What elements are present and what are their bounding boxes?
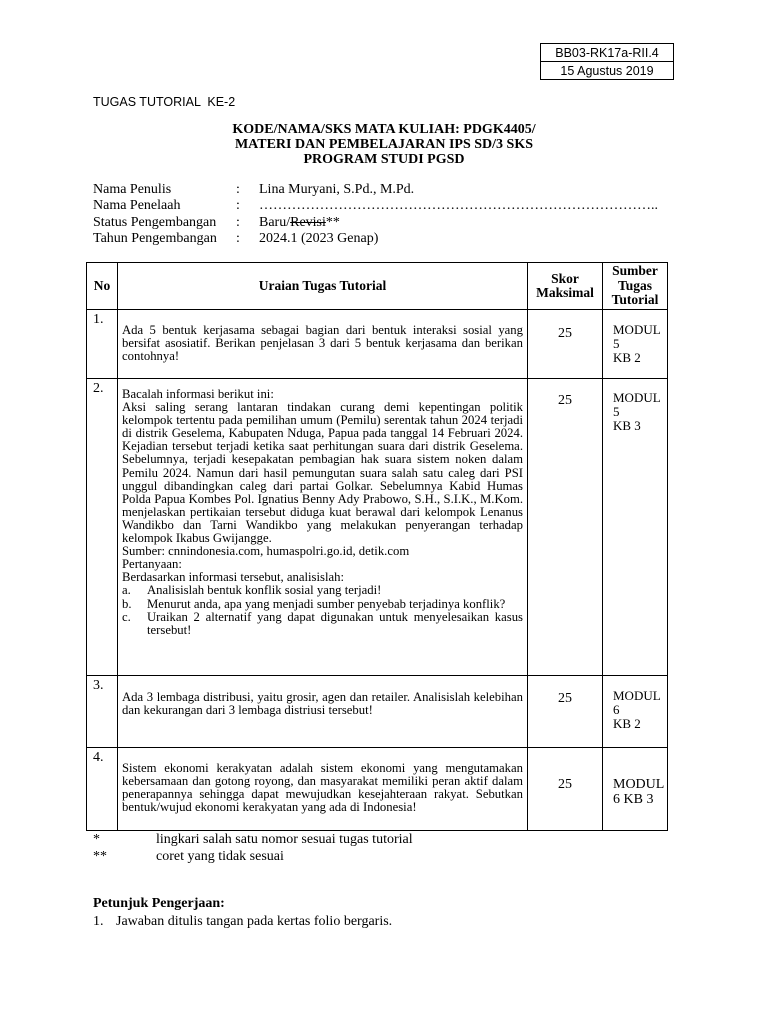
score-value: 25 bbox=[558, 777, 572, 792]
score-value: 25 bbox=[558, 691, 572, 706]
document-code-box bbox=[540, 43, 674, 80]
meta-label: Tahun Pengembangan bbox=[93, 230, 217, 246]
footnote-marker: ** bbox=[93, 849, 107, 864]
task-description bbox=[118, 676, 528, 748]
question-label: Pertanyaan: bbox=[122, 557, 182, 572]
item-text: Menurut anda, apa yang menjadi sumber penyebab terjadinya konflik? bbox=[147, 596, 506, 611]
footnote-marker: * bbox=[93, 832, 100, 847]
max-score bbox=[528, 310, 603, 379]
source-kb: KB 2 bbox=[613, 715, 641, 731]
question-item bbox=[122, 598, 523, 611]
meta-row-year bbox=[93, 231, 658, 247]
status-revision-struck: Revisi bbox=[290, 214, 326, 230]
row-number: 1. bbox=[87, 310, 118, 379]
source-module-number: 5 bbox=[613, 403, 620, 419]
score-value: 25 bbox=[558, 326, 572, 341]
task-intro: Bacalah informasi berikut ini: bbox=[122, 387, 274, 401]
meta-row-status bbox=[93, 215, 658, 231]
source-module: MODUL bbox=[613, 777, 665, 792]
task-source bbox=[603, 676, 668, 748]
title-line: MATERI DAN PEMBELAJARAN IPS SD/3 SKS bbox=[234, 137, 534, 152]
table-row bbox=[87, 748, 668, 831]
item-text: Uraikan 2 alternatif yang dapat digunakan untuk menyelesaikan kasus tersebut! bbox=[147, 609, 523, 637]
table-row bbox=[87, 379, 668, 676]
table-header-row bbox=[87, 263, 668, 310]
item-marker: b. bbox=[122, 596, 132, 611]
source-kb: KB 2 bbox=[613, 349, 641, 365]
source-module: MODUL bbox=[613, 322, 661, 337]
row-number: 2. bbox=[87, 379, 118, 676]
footnote-text: coret yang tidak sesuai bbox=[156, 849, 284, 864]
table-row bbox=[87, 310, 668, 379]
table-row bbox=[87, 676, 668, 748]
task-description bbox=[118, 310, 528, 379]
item-text: Analisislah bentuk konflik sosial yang terjadi! bbox=[147, 583, 382, 598]
max-score bbox=[528, 379, 603, 676]
instruction-item bbox=[93, 914, 392, 930]
meta-value bbox=[259, 215, 340, 231]
meta-colon: : bbox=[236, 182, 240, 197]
meta-label: Nama Penelaah bbox=[93, 198, 181, 214]
task-source bbox=[603, 748, 668, 831]
meta-value: Lina Muryani, S.Pd., M.Pd. bbox=[259, 182, 415, 197]
task-source bbox=[603, 379, 668, 676]
footnotes bbox=[93, 831, 413, 865]
score-value: 25 bbox=[558, 393, 572, 408]
task-description bbox=[118, 379, 528, 676]
task-source bbox=[603, 310, 668, 379]
meta-info bbox=[93, 182, 658, 247]
meta-row-author bbox=[93, 182, 658, 198]
question-instruction: Berdasarkan informasi tersebut, analisislah: bbox=[122, 570, 344, 585]
status-footnote-mark: ** bbox=[325, 214, 340, 230]
meta-colon: : bbox=[236, 214, 240, 230]
meta-value: ………………………………………………………………………….. bbox=[259, 198, 658, 214]
header-source: Sumber Tugas Tutorial bbox=[603, 263, 668, 310]
meta-colon: : bbox=[236, 198, 240, 214]
max-score bbox=[528, 676, 603, 748]
question-item bbox=[122, 611, 523, 637]
meta-value: 2024.1 (2023 Genap) bbox=[259, 230, 379, 246]
tutorial-heading: TUGAS TUTORIAL KE-2 bbox=[93, 95, 236, 109]
item-marker: c. bbox=[122, 609, 131, 624]
status-new: Baru/ bbox=[259, 214, 291, 230]
source-module-number: 6 bbox=[613, 701, 620, 717]
footnote-text: lingkari salah satu nomor sesuai tugas tutorial bbox=[156, 832, 413, 847]
question-item bbox=[122, 584, 523, 597]
task-text: Sistem ekonomi kerakyatan adalah sistem ekonomi yang mengutamakan kebersamaan dan gotong royong, dan masyarakat memiliki peran aktif dalam penerapannya sehingga dapat mewujudkan kesejahteraan rakyat. Sebutkan bentuk/wujud ekonomi kerakyatan yang ada di Indonesia! bbox=[122, 761, 523, 815]
source-module: MODUL bbox=[613, 390, 661, 405]
footnote bbox=[93, 831, 413, 848]
task-text: Ada 5 bentuk kerjasama sebagai bagian dari bentuk interaksi sosial yang bersifat asosiatif. Berikan penjelasan 3 dari 5 bentuk kerjasama dan berikan contohnya! bbox=[122, 323, 523, 364]
task-source-line: Sumber: cnnindonesia.com, humaspolri.go.id, detik.com bbox=[122, 544, 410, 559]
task-description bbox=[118, 748, 528, 831]
header-no: No bbox=[87, 263, 118, 310]
task-text: Ada 3 lembaga distribusi, yaitu grosir, agen dan retailer. Analisislah kelebihan dan kekurangan dari 3 lembaga distriusi tersebut! bbox=[122, 690, 523, 718]
instructions-title: Petunjuk Pengerjaan: bbox=[93, 896, 225, 911]
source-module-number: 5 bbox=[613, 335, 620, 351]
source-kb: KB 3 bbox=[613, 417, 641, 433]
item-marker: a. bbox=[122, 583, 131, 598]
header-skor: Skor Maksimal bbox=[528, 263, 603, 310]
row-number: 4. bbox=[87, 748, 118, 831]
meta-label: Nama Penulis bbox=[93, 182, 172, 197]
document-date: 15 Agustus 2019 bbox=[541, 62, 674, 80]
instruction-text: Jawaban ditulis tangan pada kertas folio bergaris. bbox=[116, 914, 393, 929]
header-desc: Uraian Tugas Tutorial bbox=[118, 263, 528, 310]
meta-row-reviewer bbox=[93, 198, 658, 214]
course-title bbox=[0, 122, 768, 167]
task-text: Aksi saling serang lantaran tindakan curang demi kepentingan politik kelompok tertentu pada pemilihan umum (Pemilu) serentak tahun 2024 terjadi di distrik Geselema, Kabupaten Nduga, Papua pada tanggal 14 Februari 2024. Kejadian tersebut terjadi ketika saat perhitungan suara dari distrik Geselema. Sebelumnya, terjadi kesepakatan pembagian hak suara sistem noken dalam Pemilu 2024. Namun dari hasil pemungutan suara salah satu caleg dari PSI unggul dibandingkan caleg dari partai Golkar. Sebelumnya Kabid Humas Polda Papua Kombes Pol. Ignatius Benny Ady Prabowo, S.H., S.I.K., M.Kom. menjelaskan pertikaian tersebut diduga kuat berawal dari kelompok Lenanus Wandikbo dan Tarni Wandikbo yang melakukan penyerangan terhadap kelompok Ikabus Gwijangge. bbox=[122, 400, 523, 546]
source-module: MODUL bbox=[613, 688, 661, 703]
meta-colon: : bbox=[236, 230, 240, 246]
source-kb: 6 KB 3 bbox=[613, 792, 654, 807]
meta-label: Status Pengembangan bbox=[93, 214, 217, 230]
instruction-marker: 1. bbox=[93, 914, 104, 929]
footnote bbox=[93, 848, 413, 865]
title-line: PROGRAM STUDI PGSD bbox=[303, 152, 465, 167]
max-score bbox=[528, 748, 603, 831]
row-number: 3. bbox=[87, 676, 118, 748]
document-code: BB03-RK17a-RII.4 bbox=[541, 44, 674, 62]
title-line: KODE/NAMA/SKS MATA KULIAH: PDGK4405/ bbox=[232, 122, 536, 137]
task-table bbox=[86, 262, 668, 831]
